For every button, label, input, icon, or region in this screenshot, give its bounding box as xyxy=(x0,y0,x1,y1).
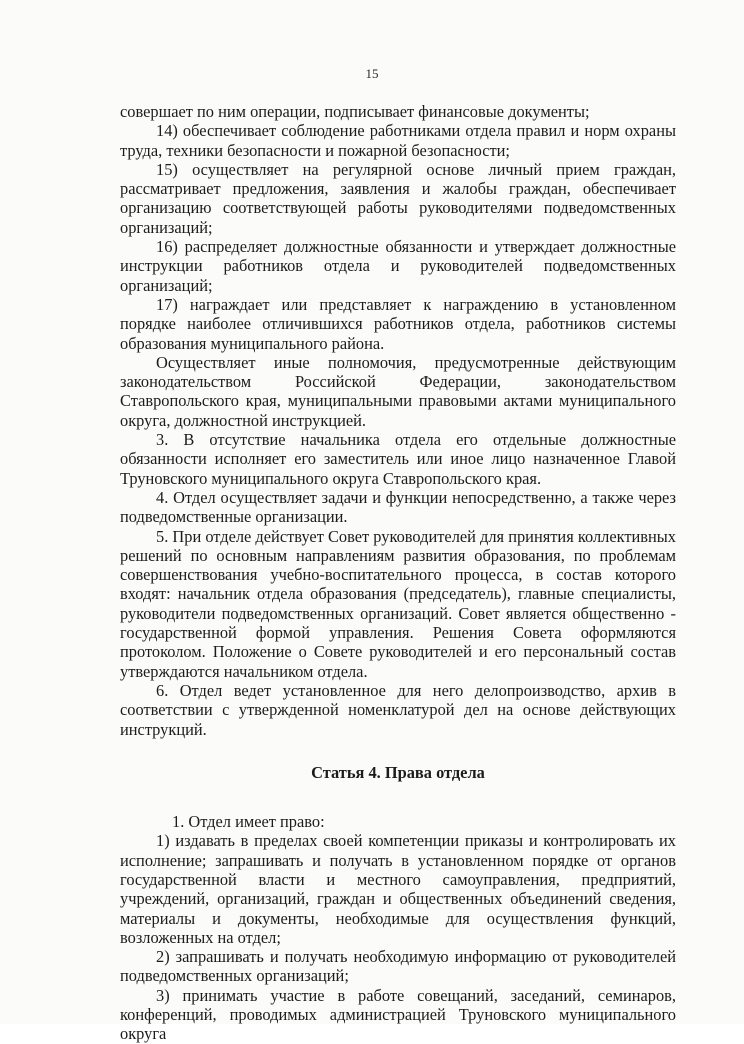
document-body xyxy=(120,102,676,1044)
article-item-2: 2) запрашивать и получать необходимую информацию от руководителей подведомственных организаций; xyxy=(120,947,676,986)
paragraph-4: 4. Отдел осуществляет задачи и функции непосредственно, а также через подведомственные организации. xyxy=(120,487,676,527)
paragraph-5: 5. При отделе действует Совет руководителей для принятия коллективных решений по основным направлениям развития образования, по проблемам совершенствования учебно-воспитательного процесса, в состав которого входят: начальник отдела образования (председатель), главные специалисты, руководители подведомственных организаций. Совет является общественно - государственной формой управления. Решения Совета оформляются протоколом. Положение о Совете руководителей и его персональный состав утверждаются начальником отдела. xyxy=(120,526,676,681)
page-number: 15 xyxy=(365,66,379,81)
paragraph-6: 6. Отдел ведет установленное для него делопроизводство, архив в соответствии с утвержденной номенклатурой дел на основе действующих инструкций. xyxy=(120,680,676,739)
article-item-1: 1) издавать в пределах своей компетенции приказы и контролировать их исполнение; запрашивать и получать в установленном порядке от органов государственной власти и местного самоуправления, предприятий, учреждений, организаций, граждан и общественных объединений сведения, материалы и документы, необходимые для осуществления функций, возложенных на отдел; xyxy=(120,831,676,947)
paragraph-continuation: совершает по ним операции, подписывает финансовые документы; xyxy=(120,102,590,121)
paragraph-item-15: 15) осуществляет на регулярной основе личный прием граждан, рассматривает предложения, заявления и жалобы граждан, обеспечивает организацию соответствующей работы руководителями подведомственных организаций; xyxy=(120,159,676,237)
paragraph-item-14: 14) обеспечивает соблюдение работниками отдела правил и норм охраны труда, техники безопасности и пожарной безопасности; xyxy=(120,121,676,160)
paragraph-other-powers: Осуществляет иные полномочия, предусмотренные действующим законодательством Российской Федерации, законодательством Ставропольского края, муниципальными правовыми актами муниципального округа, должностной инструкцией. xyxy=(120,352,676,430)
article-paragraph-1: 1. Отдел имеет право: xyxy=(172,812,325,832)
article-heading: Статья 4. Права отдела xyxy=(311,762,485,782)
paragraph-3: 3. В отсутствие начальника отдела его отдельные должностные обязанности исполняет его заместитель или иное лицо назначенное Главой Труновского муниципального округа Ставропольского края. xyxy=(120,430,676,488)
article-item-3: 3) принимать участие в работе совещаний, заседаний, семинаров, конференций, проводимых администрацией Труновского муниципального округа xyxy=(120,985,676,1044)
paragraph-item-17: 17) награждает или представляет к награждению в установленном порядке наиболее отличившихся работников отдела, работников системы образования муниципального района. xyxy=(120,294,676,353)
paragraph-item-16: 16) распределяет должностные обязанности и утверждает должностные инструкции работников отдела и руководителей подведомственных организаций; xyxy=(120,237,676,295)
